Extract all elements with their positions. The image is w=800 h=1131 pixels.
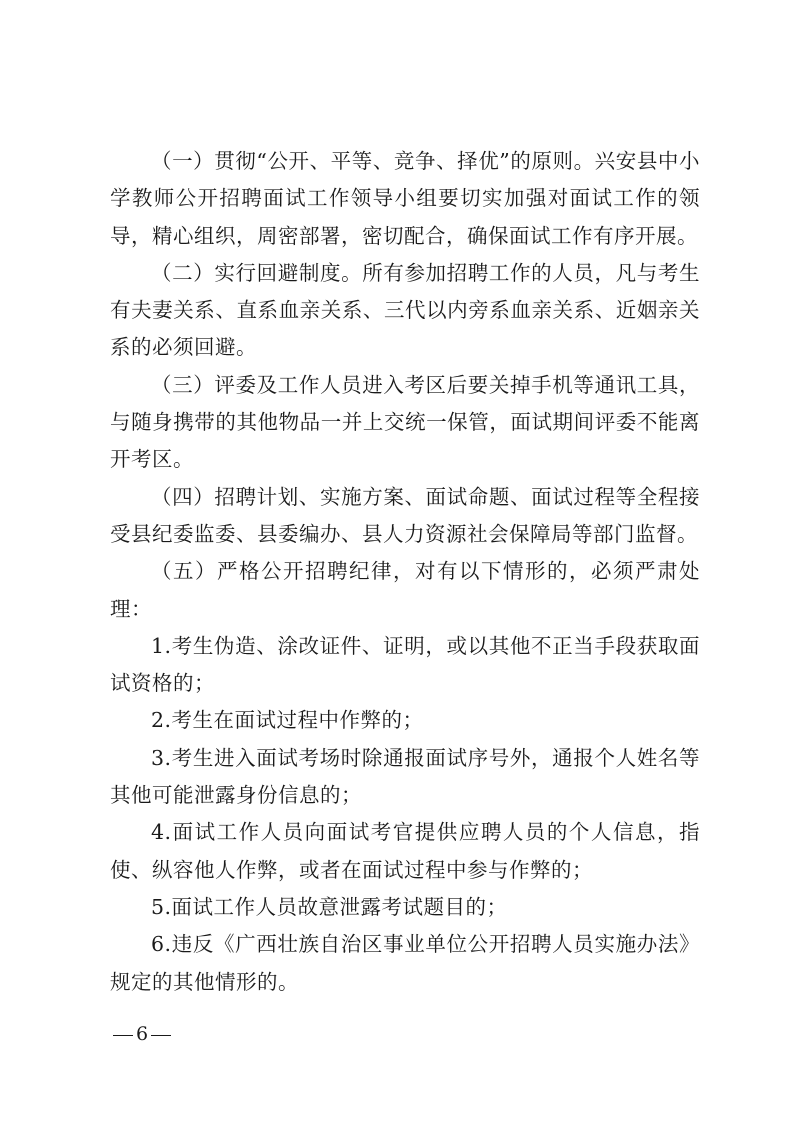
paragraph-discipline: （五）严格公开招聘纪律，对有以下情形的，必须严肃处理： bbox=[110, 559, 700, 621]
footer-dash-right bbox=[151, 1035, 171, 1036]
footer-dash-left bbox=[113, 1035, 133, 1036]
paragraph-supervision: （四）招聘计划、实施方案、面试命题、面试过程等全程接受县纪委监委、县委编办、县人力资源社会保障局等部门监督。 bbox=[110, 484, 700, 546]
page-footer bbox=[110, 1019, 174, 1049]
list-item-4: 4.面试工作人员向面试考官提供应聘人员的个人信息，指使、纵容他人作弊，或者在面试过程中参与作弊的； bbox=[110, 820, 700, 882]
paragraph-principle: （一）贯彻“公开、平等、竞争、择优”的原则。兴安县中小学教师公开招聘面试工作领导小组要切实加强对面试工作的领导，精心组织，周密部署，密切配合，确保面试工作有序开展。 bbox=[110, 149, 700, 248]
paragraph-phones: （三）评委及工作人员进入考区后要关掉手机等通讯工具，与随身携带的其他物品一并上交统一保管，面试期间评委不能离开考区。 bbox=[110, 372, 700, 472]
paragraph-recusal: （二）实行回避制度。所有参加招聘工作的人员，凡与考生有夫妻关系、直系血亲关系、三代以内旁系血亲关系、近姻亲关系的必须回避。 bbox=[110, 260, 700, 360]
page-number: 6 bbox=[136, 1023, 149, 1045]
list-item-5: 5.面试工作人员故意泄露考试题目的； bbox=[151, 894, 508, 919]
list-item-6: 6.违反《广西壮族自治区事业单位公开招聘人员实施办法》规定的其他情形的。 bbox=[110, 932, 700, 994]
list-item-3: 3.考生进入面试考场时除通报面试序号外，通报个人姓名等其他可能泄露身份信息的； bbox=[110, 745, 700, 808]
list-item-1: 1.考生伪造、涂改证件、证明，或以其他不正当手段获取面试资格的； bbox=[110, 633, 700, 696]
document-body bbox=[110, 143, 700, 1001]
list-item-2: 2.考生在面试过程中作弊的； bbox=[151, 708, 424, 733]
